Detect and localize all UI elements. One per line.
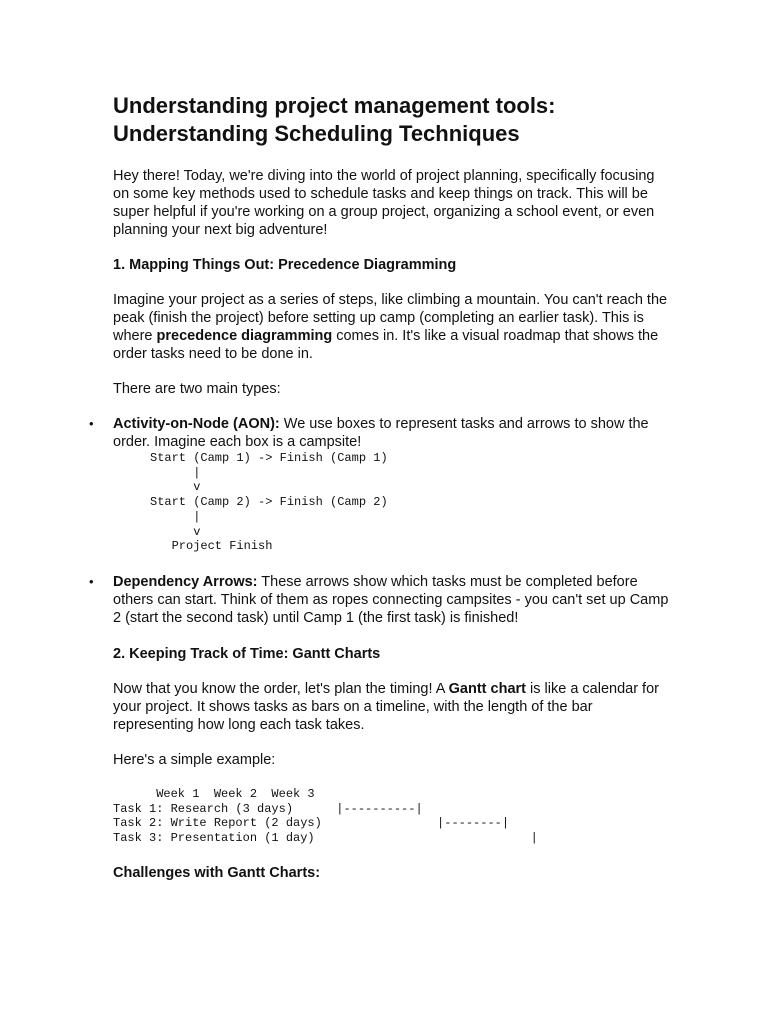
- gantt-text-before: Now that you know the order, let's plan the timing! A: [113, 680, 449, 697]
- section-heading-precedence: 1. Mapping Things Out: Precedence Diagramming: [113, 257, 457, 273]
- dependency-term: Dependency Arrows:: [113, 573, 258, 590]
- dependency-list: [113, 573, 673, 627]
- list-item-dependency: [113, 573, 673, 627]
- precedence-paragraph: [113, 291, 673, 363]
- types-list: [113, 415, 673, 554]
- dependency-text: These arrows show which tasks must be completed before others can start. Think of them as ropes connecting campsites - you can't set up Camp 2 (start the second task) until Camp 1 (the first task) is finished!: [113, 573, 669, 626]
- challenges-heading: Challenges with Gantt Charts:: [113, 864, 321, 881]
- title-line-2: Understanding Scheduling Techniques: [113, 121, 520, 146]
- gantt-example-block: Week 1 Week 2 Week 3 Task 1: Research (3 days) |----------| Task 2: Write Report (2 days) |--------| Task 3: Presentation (1 day) |: [113, 786, 538, 846]
- list-item-aon: [113, 415, 673, 554]
- two-types-paragraph: There are two main types:: [113, 381, 281, 397]
- article: [113, 92, 673, 882]
- aon-text: We use boxes to represent tasks and arrows to show the order. Imagine each box is a campsite!: [113, 416, 649, 450]
- precedence-text-after: comes in. It's like a visual roadmap that shows the order tasks need to be done in.: [113, 328, 659, 362]
- aon-term: Activity-on-Node (AON):: [113, 416, 280, 432]
- precedence-text-before: Imagine your project as a series of steps, like climbing a mountain. You can't reach the peak (finish the project) before setting up camp (completing an earlier task). This is where: [113, 292, 668, 344]
- gantt-text-after: is like a calendar for your project. It shows tasks as bars on a timeline, with the length of the bar representing how long each task takes.: [113, 680, 659, 733]
- gantt-paragraph: [113, 680, 673, 734]
- section-heading-gantt: 2. Keeping Track of Time: Gantt Charts: [113, 645, 381, 662]
- title-line-1: Understanding project management tools:: [113, 93, 556, 118]
- gantt-bold-term: Gantt chart: [448, 680, 526, 697]
- example-intro-paragraph: Here's a simple example:: [113, 751, 276, 768]
- precedence-bold-term: precedence diagramming: [156, 328, 333, 344]
- page-title: [113, 92, 673, 148]
- aon-diagram: Start (Camp 1) -> Finish (Camp 1) | v Start (Camp 2) -> Finish (Camp 2) | v Project Finish: [150, 451, 388, 554]
- intro-paragraph: Hey there! Today, we're diving into the world of project planning, specifically focusing on some key methods used to schedule tasks and keep things on track. This will be super helpful if you're working on a group project, organizing a school event, or even planning your next big adventure!: [113, 168, 655, 238]
